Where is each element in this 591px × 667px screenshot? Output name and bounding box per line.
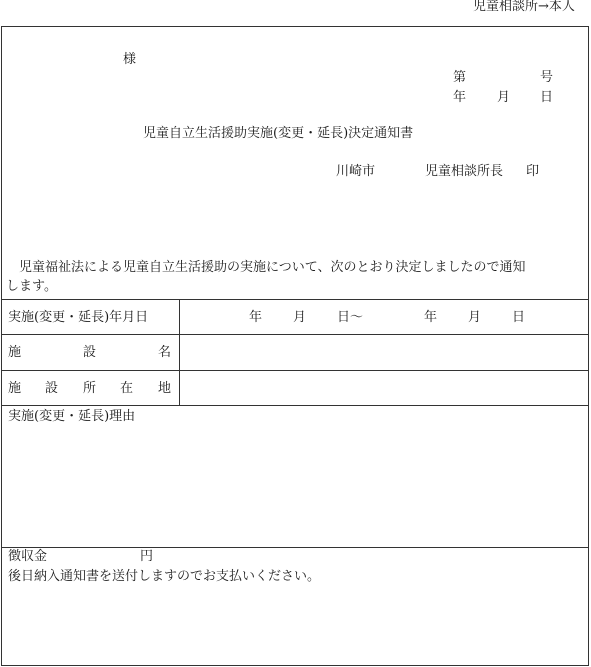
fee-note: 後日納入通知書を送付しますのでお支払いください。 [8,569,321,584]
to-year: 年 [424,310,438,325]
issuer-seal: 印 [526,164,540,179]
rule-reason-bottom [2,547,588,548]
date-month: 月 [497,90,511,105]
rule-row3-bottom [2,405,588,406]
from-year: 年 [249,310,263,325]
rule-table-top [2,299,588,300]
issuer-office: 児童相談所長 [425,164,504,179]
fee-label: 徴収金 [8,549,48,564]
facility-name-label-char: 設 [83,345,97,360]
from-month: 月 [293,310,307,325]
facility-name-label-char: 名 [158,345,172,360]
fee-unit: 円 [140,549,154,564]
routing-label: 児童相談所→本人 [473,0,575,14]
addressee-suffix: 様 [123,52,137,67]
facility-address-label-char: 設 [45,381,59,396]
reason-label: 実施(変更・延長)理由 [8,409,136,424]
to-day: 日 [512,310,526,325]
number-dai: 第 [453,70,467,85]
issuer-city: 川崎市 [336,164,376,179]
from-day: 日〜 [337,310,364,325]
facility-name-label-char: 施 [8,345,22,360]
rule-row2-bottom [2,370,588,371]
facility-address-label-char: 地 [158,381,172,396]
effective-date-label: 実施(変更・延長)年月日 [8,310,149,325]
date-year: 年 [453,90,467,105]
body-text-line2: します。 [6,279,57,294]
body-text-line1: 児童福祉法による児童自立生活援助の実施について、次のとおり決定しましたので通知 [19,260,526,275]
number-go: 号 [540,70,554,85]
date-day: 日 [540,90,554,105]
facility-address-label-char: 所 [83,381,97,396]
facility-address-label-char: 施 [8,381,22,396]
document-title: 児童自立生活援助実施(変更・延長)決定通知書 [143,126,414,141]
rule-label-column [179,299,180,405]
rule-row1-bottom [2,334,588,335]
to-month: 月 [468,310,482,325]
facility-address-label-char: 在 [120,381,134,396]
